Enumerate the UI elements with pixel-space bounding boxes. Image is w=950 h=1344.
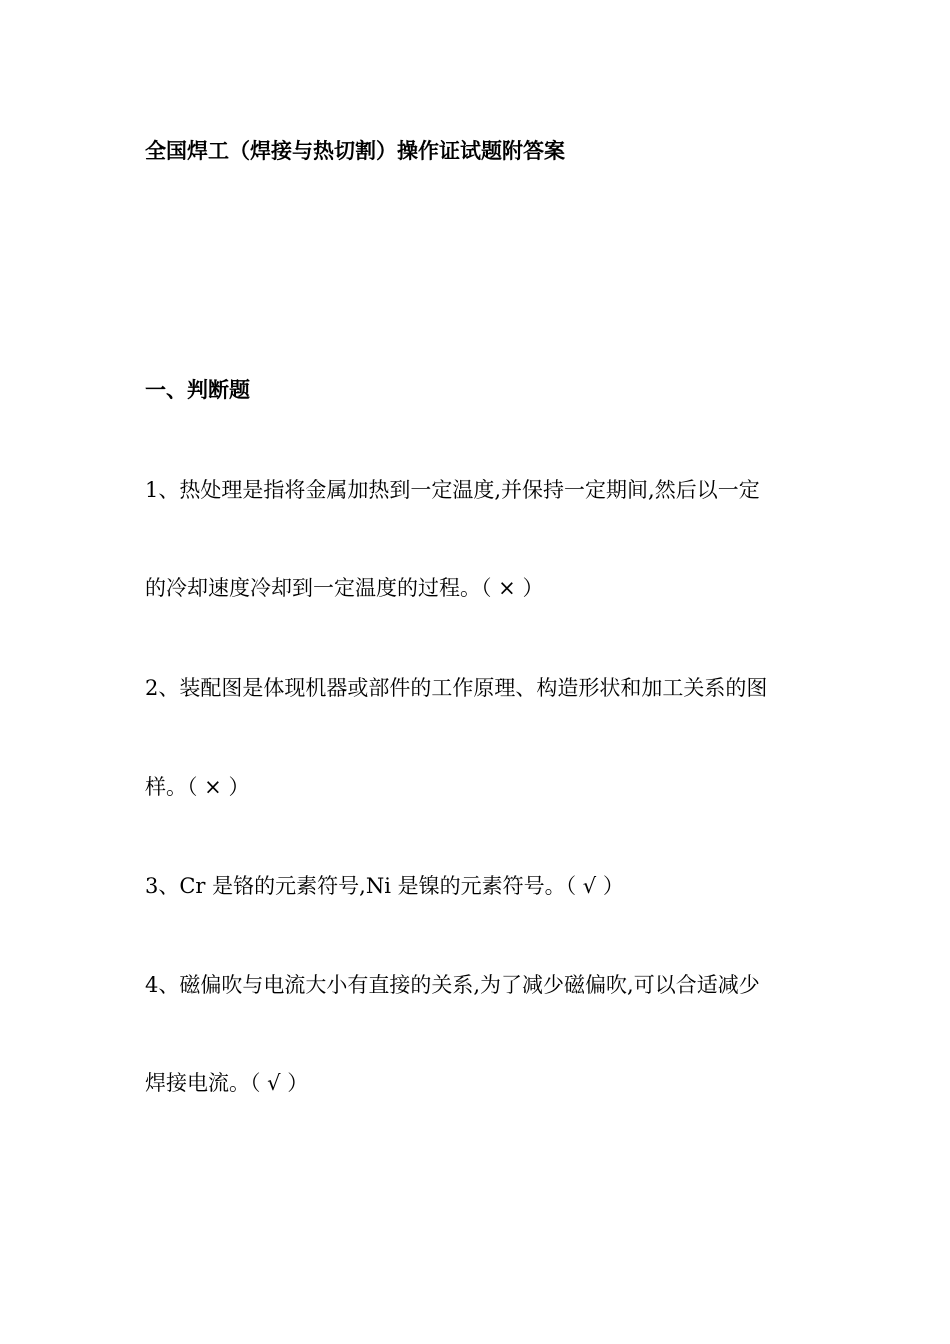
- question-1-line-2: 的冷却速度冷却到一定温度的过程。（ × ）: [145, 576, 544, 600]
- question-4-line-1: 4、磁偏吹与电流大小有直接的关系,为了减少磁偏吹,可以合适减少: [145, 973, 760, 997]
- question-2-line-2: 样。（ × ）: [145, 775, 250, 799]
- document-title: 全国焊工（焊接与热切割）操作证试题附答案: [145, 139, 565, 163]
- question-2-line-1: 2、装配图是体现机器或部件的工作原理、构造形状和加工关系的图: [145, 676, 768, 700]
- section-heading: 一、判断题: [145, 378, 250, 402]
- question-1-line-1: 1、热处理是指将金属加热到一定温度,并保持一定期间,然后以一定: [145, 478, 760, 502]
- question-3-line-1: 3、Cr 是铬的元素符号,Ni 是镍的元素符号。（ √ ）: [145, 874, 624, 898]
- question-4-line-2: 焊接电流。（ √ ）: [145, 1071, 309, 1095]
